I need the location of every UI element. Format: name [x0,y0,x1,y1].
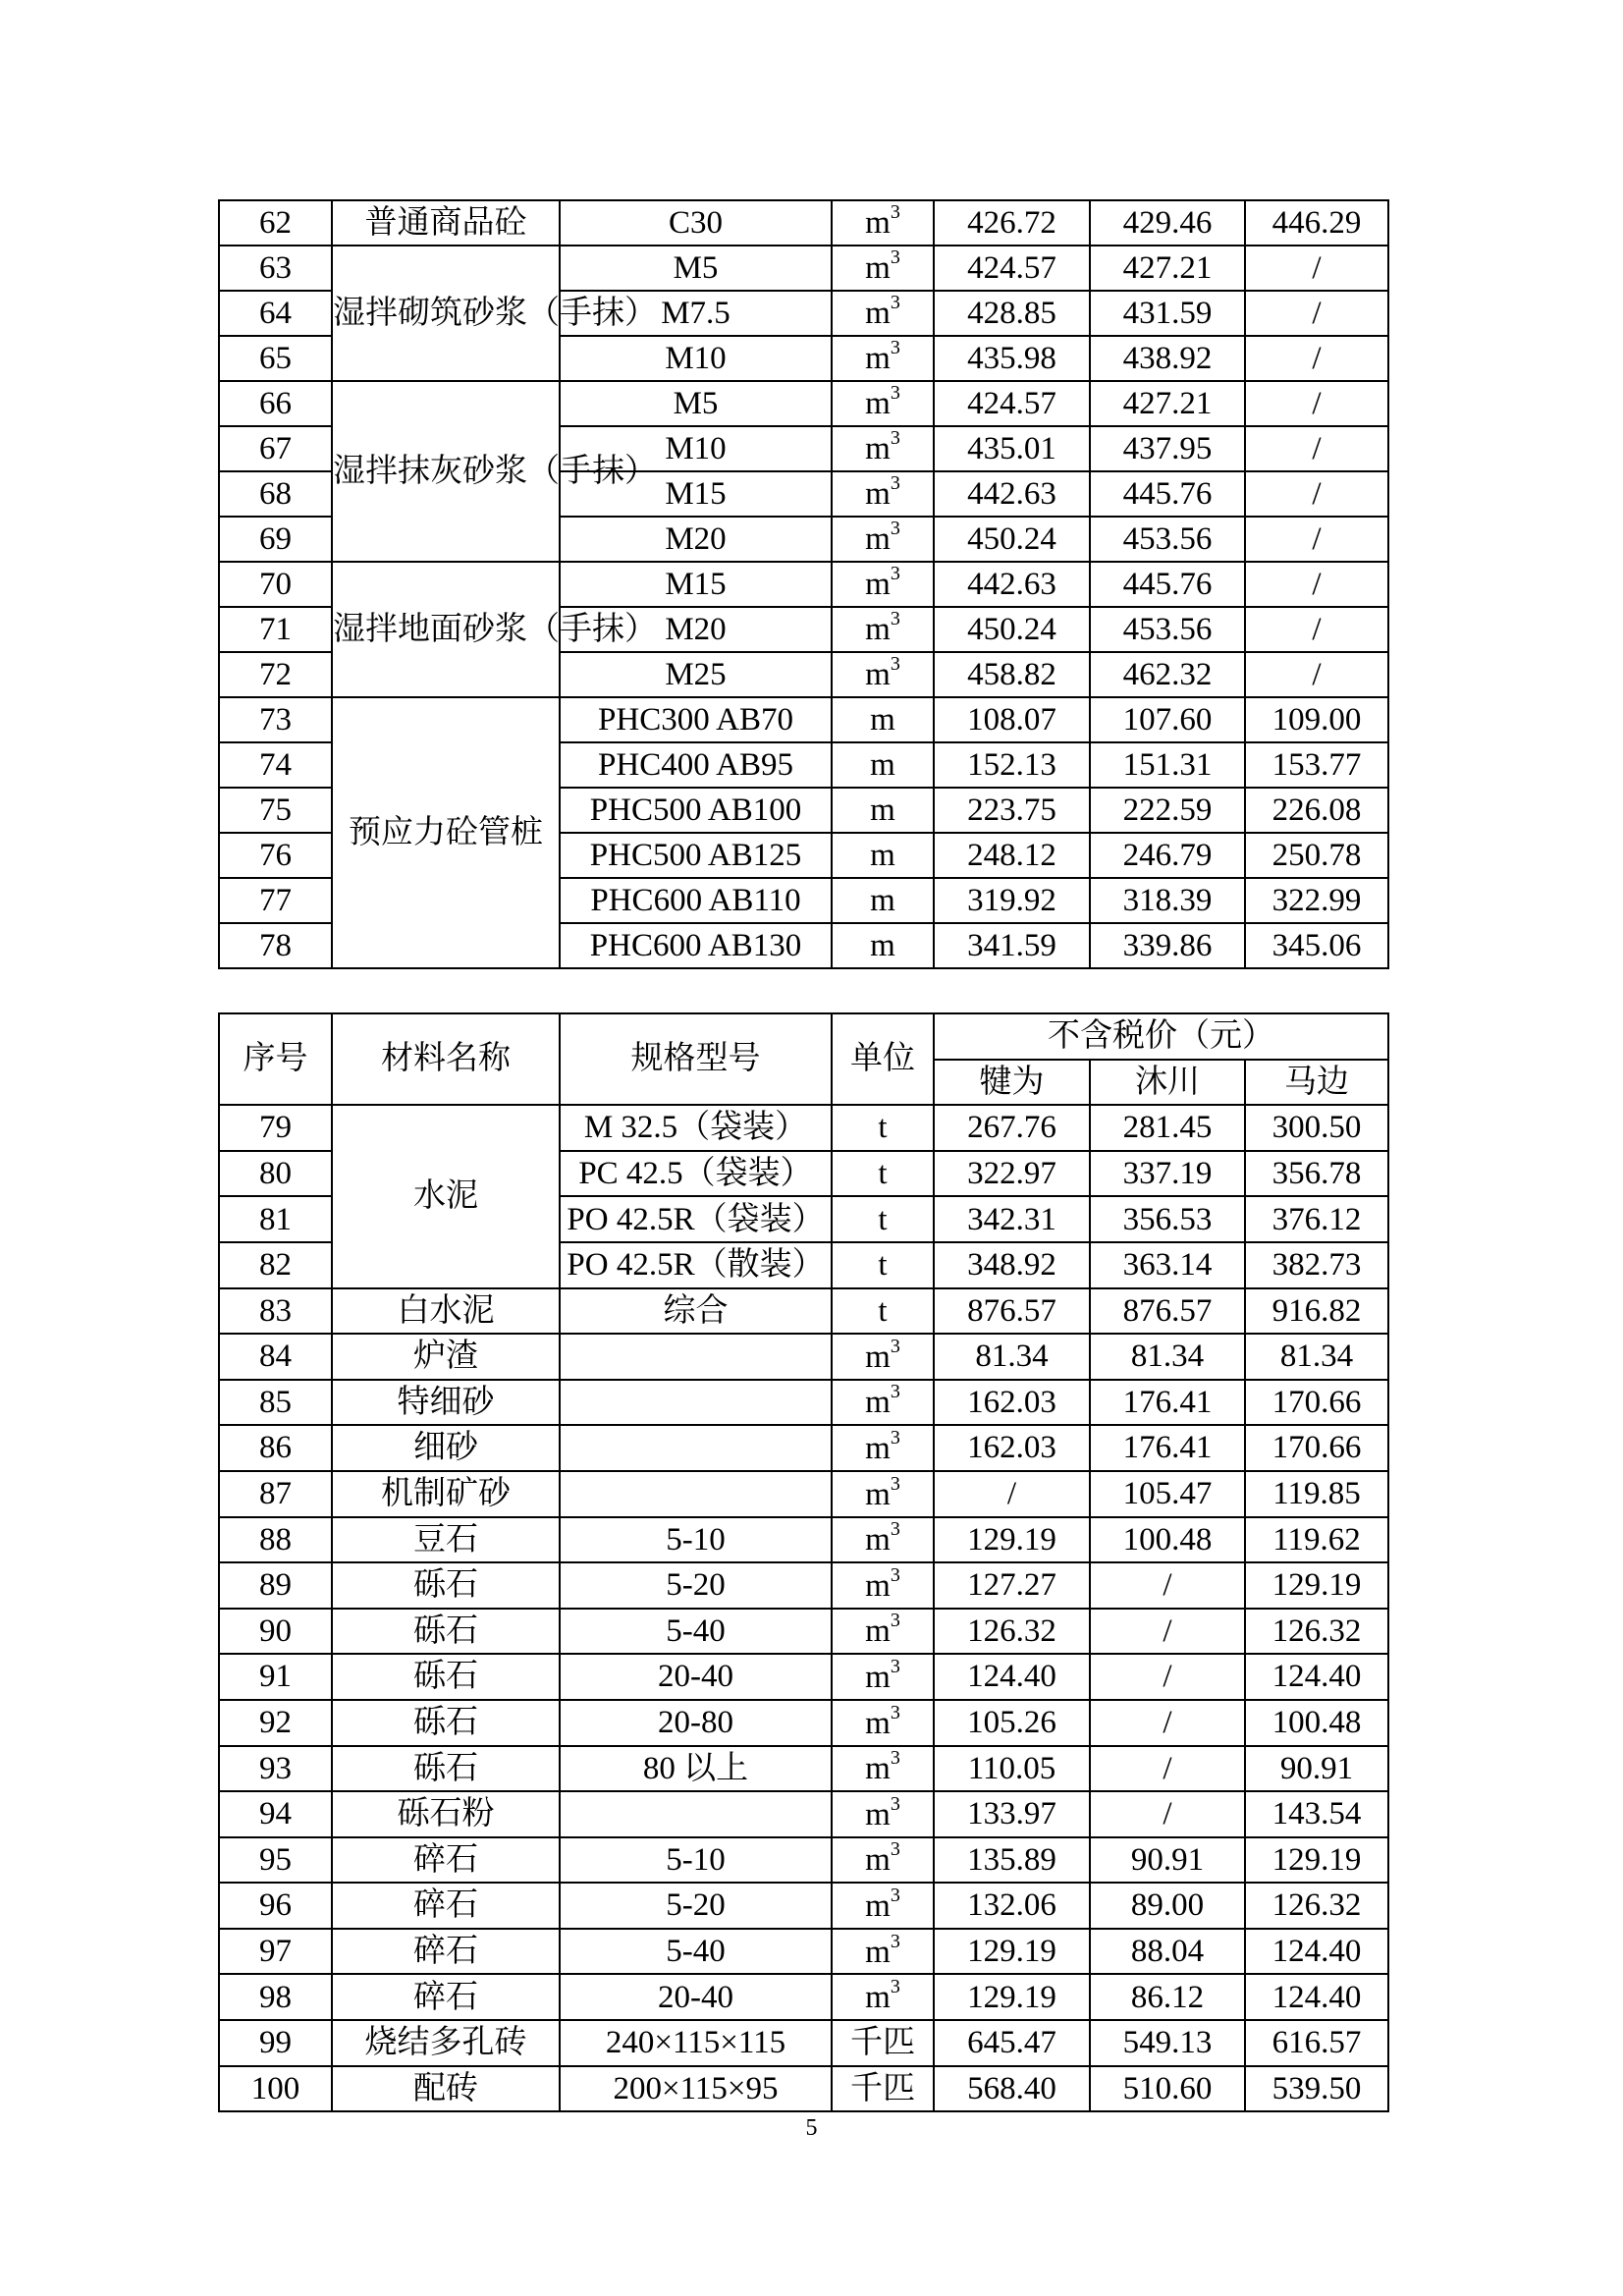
cell-no: 69 [219,517,332,562]
cell-price-1: 162.03 [934,1425,1090,1471]
cell-price-2: 510.60 [1090,2066,1245,2112]
cell-price-1: 110.05 [934,1746,1090,1792]
cell-price-1: 424.57 [934,381,1090,426]
cell-price-3: 109.00 [1245,697,1388,742]
cell-price-1: 568.40 [934,2066,1090,2112]
cell-price-1: 426.72 [934,200,1090,246]
cell-spec: PC 42.5（袋装） [560,1151,832,1197]
cell-no: 72 [219,652,332,697]
cell-no: 85 [219,1380,332,1426]
cell-spec: M7.5 [560,291,832,336]
cell-unit: 千匹 [832,2066,934,2112]
cell-no: 71 [219,607,332,652]
cell-no: 98 [219,1974,332,2020]
cell-price-2: 176.41 [1090,1425,1245,1471]
cell-spec: PHC600 AB130 [560,923,832,968]
cell-no: 86 [219,1425,332,1471]
cell-unit: $m^3$ [832,517,934,562]
cell-spec: 5-20 [560,1883,832,1929]
cell-price-3: / [1245,336,1388,381]
cell-no: 94 [219,1791,332,1837]
cell-price-3: 250.78 [1245,833,1388,878]
cell-price-1: 248.12 [934,833,1090,878]
header-region-1: 犍为 [934,1060,1090,1106]
cell-unit: $m^3$ [832,426,934,471]
cell-price-1: / [934,1471,1090,1517]
cell-no: 79 [219,1105,332,1151]
cell-unit: $m^3$ [832,1700,934,1746]
table-row [219,1974,1388,2020]
table-row [219,1288,1388,1335]
cell-price-2: 176.41 [1090,1380,1245,1426]
cell-material-name: 碎石 [332,1974,560,2020]
cell-no: 64 [219,291,332,336]
cell-price-1: 223.75 [934,788,1090,833]
cell-unit: m [832,923,934,968]
cell-spec: C30 [560,200,832,246]
cell-price-2: 431.59 [1090,291,1245,336]
cell-no: 93 [219,1746,332,1792]
cell-price-3: 100.48 [1245,1700,1388,1746]
cell-no: 96 [219,1883,332,1929]
cell-price-2: 246.79 [1090,833,1245,878]
cell-price-1: 124.40 [934,1654,1090,1700]
cell-price-2: 105.47 [1090,1471,1245,1517]
cell-no: 97 [219,1929,332,1975]
cell-price-2: / [1090,1700,1245,1746]
header-price-group: 不含税价（元） [934,1013,1388,1060]
cell-unit: t [832,1105,934,1151]
cell-price-1: 126.32 [934,1609,1090,1655]
header-name: 材料名称 [332,1013,560,1105]
table-row [219,2066,1388,2112]
cell-no: 68 [219,471,332,517]
cell-price-3: 126.32 [1245,1883,1388,1929]
cell-no: 100 [219,2066,332,2112]
cell-no: 95 [219,1837,332,1884]
table-row [219,697,1388,742]
cell-no: 81 [219,1196,332,1242]
cell-price-1: 81.34 [934,1334,1090,1380]
cell-material-name: 碎石 [332,1883,560,1929]
cell-spec: 20-40 [560,1654,832,1700]
cell-no: 62 [219,200,332,246]
cell-price-3: 129.19 [1245,1837,1388,1884]
cell-unit: $m^3$ [832,1334,934,1380]
cell-price-1: 129.19 [934,1974,1090,2020]
cell-price-2: 281.45 [1090,1105,1245,1151]
cell-price-3: 616.57 [1245,2020,1388,2066]
cell-price-1: 267.76 [934,1105,1090,1151]
cell-spec: M5 [560,246,832,291]
cell-material-name: 配砖 [332,2066,560,2112]
cell-no: 82 [219,1242,332,1288]
cell-unit: $m^3$ [832,1609,934,1655]
cell-spec: 5-10 [560,1517,832,1563]
cell-price-2: 88.04 [1090,1929,1245,1975]
cell-price-1: 645.47 [934,2020,1090,2066]
cell-unit: $m^3$ [832,291,934,336]
cell-spec: PHC300 AB70 [560,697,832,742]
cell-price-3: / [1245,471,1388,517]
cell-unit: $m^3$ [832,381,934,426]
cell-unit: $m^3$ [832,1517,934,1563]
cell-unit: $m^3$ [832,1791,934,1837]
cell-price-2: 86.12 [1090,1974,1245,2020]
cell-no: 78 [219,923,332,968]
cell-material-name: 碎石 [332,1837,560,1884]
cell-price-2: 356.53 [1090,1196,1245,1242]
cell-price-2: 337.19 [1090,1151,1245,1197]
cell-price-3: 81.34 [1245,1334,1388,1380]
cell-material-name: 特细砂 [332,1380,560,1426]
cell-price-2: 876.57 [1090,1288,1245,1335]
cell-price-2: 453.56 [1090,607,1245,652]
cell-material-name: 砾石 [332,1700,560,1746]
table-row [219,562,1388,607]
header-no: 序号 [219,1013,332,1105]
cell-spec: PO 42.5R（散装） [560,1242,832,1288]
cell-price-1: 322.97 [934,1151,1090,1197]
cell-price-2: 318.39 [1090,878,1245,923]
cell-unit: $m^3$ [832,1654,934,1700]
cell-price-1: 424.57 [934,246,1090,291]
table-row [219,1334,1388,1380]
table-row [219,1654,1388,1700]
cell-price-1: 133.97 [934,1791,1090,1837]
cell-price-1: 162.03 [934,1380,1090,1426]
cell-price-1: 108.07 [934,697,1090,742]
cell-spec: M15 [560,471,832,517]
cell-material-name: 砾石 [332,1609,560,1655]
table-row [219,1380,1388,1426]
cell-price-1: 435.98 [934,336,1090,381]
cell-unit: $m^3$ [832,1746,934,1792]
cell-price-1: 135.89 [934,1837,1090,1884]
table-row [219,1517,1388,1563]
cell-price-2: 429.46 [1090,200,1245,246]
cell-price-3: 345.06 [1245,923,1388,968]
cell-price-2: 427.21 [1090,381,1245,426]
cell-unit: t [832,1288,934,1335]
cell-price-1: 152.13 [934,742,1090,788]
cell-no: 67 [219,426,332,471]
cell-unit: m [832,833,934,878]
cell-price-2: / [1090,1654,1245,1700]
cell-no: 70 [219,562,332,607]
cell-price-3: 300.50 [1245,1105,1388,1151]
cell-price-3: 446.29 [1245,200,1388,246]
cell-price-2: / [1090,1746,1245,1792]
cell-no: 77 [219,878,332,923]
table-row [219,1471,1388,1517]
cell-material-name: 炉渣 [332,1334,560,1380]
cell-price-1: 442.63 [934,562,1090,607]
cell-price-3: 916.82 [1245,1288,1388,1335]
cell-no: 63 [219,246,332,291]
cell-unit: $m^3$ [832,471,934,517]
cell-spec: M5 [560,381,832,426]
table-row [219,1746,1388,1792]
cell-unit: $m^3$ [832,1929,934,1975]
cell-unit: $m^3$ [832,1883,934,1929]
cell-price-2: 549.13 [1090,2020,1245,2066]
cell-no: 66 [219,381,332,426]
page-number: 5 [805,2115,818,2141]
cell-unit: $m^3$ [832,652,934,697]
cell-no: 74 [219,742,332,788]
cell-price-3: 382.73 [1245,1242,1388,1288]
cell-unit: m [832,697,934,742]
cell-price-3: 170.66 [1245,1380,1388,1426]
cell-material-name: 细砂 [332,1425,560,1471]
cell-material-name: 湿拌地面砂浆（手抹） [332,562,560,697]
cell-price-2: 445.76 [1090,562,1245,607]
cell-price-2: 445.76 [1090,471,1245,517]
table-body [219,1105,1388,2111]
cell-spec: 240×115×115 [560,2020,832,2066]
cell-spec: M 32.5（袋装） [560,1105,832,1151]
cell-unit: t [832,1196,934,1242]
table-row [219,2020,1388,2066]
cell-price-3: 129.19 [1245,1562,1388,1609]
cell-material-name: 砾石粉 [332,1791,560,1837]
cell-price-1: 428.85 [934,291,1090,336]
cell-price-1: 319.92 [934,878,1090,923]
cell-material-name: 水泥 [332,1105,560,1287]
cell-unit: $m^3$ [832,1974,934,2020]
cell-no: 88 [219,1517,332,1563]
cell-material-name: 砾石 [332,1654,560,1700]
table-row [219,1609,1388,1655]
cell-price-3: 143.54 [1245,1791,1388,1837]
cell-price-1: 342.31 [934,1196,1090,1242]
cell-spec: PO 42.5R（袋装） [560,1196,832,1242]
cell-spec: 20-40 [560,1974,832,2020]
table-row [219,1883,1388,1929]
cell-spec: PHC400 AB95 [560,742,832,788]
cell-price-3: 226.08 [1245,788,1388,833]
table-row [219,1700,1388,1746]
cell-material-name: 湿拌抹灰砂浆（手抹） [332,381,560,562]
cell-spec: 5-40 [560,1929,832,1975]
cell-price-1: 876.57 [934,1288,1090,1335]
cell-spec [560,1791,832,1837]
cell-unit: 千匹 [832,2020,934,2066]
cell-price-2: 100.48 [1090,1517,1245,1563]
cell-price-3: / [1245,246,1388,291]
cell-spec: M10 [560,336,832,381]
cell-price-1: 129.19 [934,1929,1090,1975]
cell-price-2: 462.32 [1090,652,1245,697]
cell-price-1: 132.06 [934,1883,1090,1929]
cell-price-3: / [1245,381,1388,426]
cell-price-1: 348.92 [934,1242,1090,1288]
cell-price-3: 119.62 [1245,1517,1388,1563]
cell-price-1: 458.82 [934,652,1090,697]
cell-no: 92 [219,1700,332,1746]
cell-no: 91 [219,1654,332,1700]
cell-material-name: 烧结多孔砖 [332,2020,560,2066]
cell-price-3: 124.40 [1245,1974,1388,2020]
cell-price-1: 129.19 [934,1517,1090,1563]
table-row [219,200,1388,246]
cell-spec [560,1380,832,1426]
cell-price-1: 442.63 [934,471,1090,517]
cell-price-3: / [1245,562,1388,607]
cell-unit: $m^3$ [832,1562,934,1609]
cell-price-2: 90.91 [1090,1837,1245,1884]
cell-price-2: 151.31 [1090,742,1245,788]
cell-spec: 20-80 [560,1700,832,1746]
cell-price-1: 450.24 [934,517,1090,562]
cell-price-2: 437.95 [1090,426,1245,471]
price-table [218,1012,1389,2112]
table-row [219,381,1388,426]
cell-price-3: / [1245,652,1388,697]
cell-price-1: 127.27 [934,1562,1090,1609]
cell-spec [560,1334,832,1380]
cell-price-3: 126.32 [1245,1609,1388,1655]
cell-no: 73 [219,697,332,742]
cell-spec: PHC500 AB125 [560,833,832,878]
cell-spec: 80 以上 [560,1746,832,1792]
cell-unit: $m^3$ [832,336,934,381]
cell-no: 84 [219,1334,332,1380]
cell-price-2: 107.60 [1090,697,1245,742]
cell-spec: M25 [560,652,832,697]
cell-material-name: 普通商品砼 [332,200,560,246]
cell-no: 83 [219,1288,332,1335]
cell-price-2: 339.86 [1090,923,1245,968]
cell-unit: $m^3$ [832,1380,934,1426]
cell-unit: $m^3$ [832,1837,934,1884]
cell-no: 65 [219,336,332,381]
cell-price-3: / [1245,426,1388,471]
cell-unit: $m^3$ [832,246,934,291]
table-row [219,1929,1388,1975]
cell-price-1: 450.24 [934,607,1090,652]
cell-price-3: 124.40 [1245,1929,1388,1975]
cell-price-3: 119.85 [1245,1471,1388,1517]
cell-spec: M15 [560,562,832,607]
cell-price-1: 105.26 [934,1700,1090,1746]
cell-unit: $m^3$ [832,1471,934,1517]
cell-no: 80 [219,1151,332,1197]
table-body [219,200,1388,968]
cell-material-name: 预应力砼管桩 [332,697,560,968]
cell-spec: PHC600 AB110 [560,878,832,923]
cell-material-name: 湿拌砌筑砂浆（手抹） [332,246,560,381]
cell-unit: $m^3$ [832,562,934,607]
table-row [219,1837,1388,1884]
cell-price-1: 435.01 [934,426,1090,471]
cell-material-name: 机制矿砂 [332,1471,560,1517]
cell-price-3: 356.78 [1245,1151,1388,1197]
cell-price-3: / [1245,607,1388,652]
cell-spec: 200×115×95 [560,2066,832,2112]
cell-price-3: 124.40 [1245,1654,1388,1700]
cell-price-3: 322.99 [1245,878,1388,923]
cell-unit: t [832,1151,934,1197]
cell-spec: M20 [560,607,832,652]
cell-price-2: 453.56 [1090,517,1245,562]
cell-spec [560,1425,832,1471]
cell-price-2: / [1090,1791,1245,1837]
table-row [219,1791,1388,1837]
cell-material-name: 砾石 [332,1746,560,1792]
header-region-3: 马边 [1245,1060,1388,1106]
cell-unit: m [832,742,934,788]
cell-material-name: 白水泥 [332,1288,560,1335]
table-row [219,1105,1388,1151]
cell-price-3: 153.77 [1245,742,1388,788]
cell-material-name: 豆石 [332,1517,560,1563]
cell-price-3: / [1245,517,1388,562]
cell-no: 75 [219,788,332,833]
cell-price-3: 170.66 [1245,1425,1388,1471]
header-region-2: 沐川 [1090,1060,1245,1106]
cell-spec [560,1471,832,1517]
cell-price-2: 438.92 [1090,336,1245,381]
cell-material-name: 砾石 [332,1562,560,1609]
cell-no: 76 [219,833,332,878]
table-row [219,246,1388,291]
cell-price-3: / [1245,291,1388,336]
cell-spec: 5-40 [560,1609,832,1655]
cell-unit: t [832,1242,934,1288]
cell-no: 87 [219,1471,332,1517]
cell-unit: m [832,878,934,923]
header-spec: 规格型号 [560,1013,832,1105]
cell-spec: 综合 [560,1288,832,1335]
table-header [219,1013,1388,1105]
cell-price-3: 376.12 [1245,1196,1388,1242]
cell-spec: M20 [560,517,832,562]
cell-price-2: 222.59 [1090,788,1245,833]
cell-price-2: 81.34 [1090,1334,1245,1380]
cell-spec: 5-20 [560,1562,832,1609]
cell-no: 99 [219,2020,332,2066]
cell-spec: M10 [560,426,832,471]
table-row [219,1562,1388,1609]
cell-no: 89 [219,1562,332,1609]
cell-price-2: 89.00 [1090,1883,1245,1929]
cell-no: 90 [219,1609,332,1655]
cell-spec: 5-10 [560,1837,832,1884]
cell-unit: m [832,788,934,833]
cell-price-2: / [1090,1609,1245,1655]
cell-unit: $m^3$ [832,1425,934,1471]
cell-spec: PHC500 AB100 [560,788,832,833]
cell-material-name: 碎石 [332,1929,560,1975]
cell-price-3: 90.91 [1245,1746,1388,1792]
cell-price-3: 539.50 [1245,2066,1388,2112]
cell-unit: $m^3$ [832,607,934,652]
cell-price-2: 427.21 [1090,246,1245,291]
header-unit: 单位 [832,1013,934,1105]
price-table-continued [218,199,1389,969]
cell-price-1: 341.59 [934,923,1090,968]
cell-price-2: / [1090,1562,1245,1609]
table-row [219,1425,1388,1471]
cell-unit: $m^3$ [832,200,934,246]
cell-price-2: 363.14 [1090,1242,1245,1288]
